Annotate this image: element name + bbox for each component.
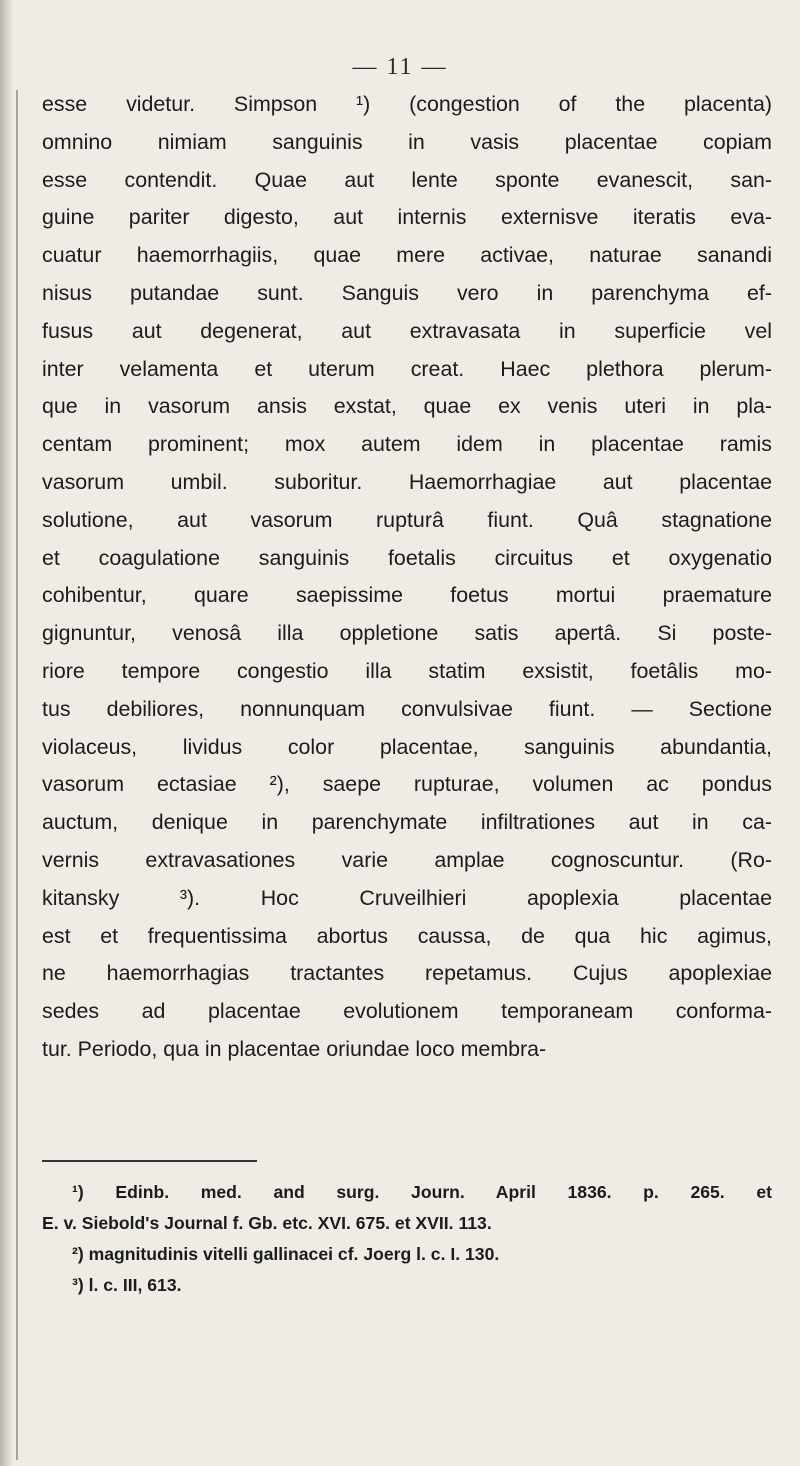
text-line: guine pariter digesto, aut internis externisve iteratis eva- [42,205,772,230]
text-line: violaceus, lividus color placentae, sanguinis abundantia, [42,734,772,759]
text-line: riore tempore congestio illa statim exsistit, foetâlis mo- [42,658,772,683]
text-line: esse contendit. Quae aut lente sponte evanescit, san- [42,167,772,192]
text-line: esse videtur. Simpson ¹) (congestion of the placenta) [42,92,772,116]
text-line: ne haemorrhagias tractantes repetamus. Cujus apoplexiae [42,961,772,986]
footnote-2: ²) magnitudinis vitelli gallinacei cf. Joerg l. c. I. 130. [72,1244,500,1264]
text-line: solutione, aut vasorum rupturâ fiunt. Quâ stagnatione [42,507,772,532]
text-line: sedes ad placentae evolutionem temporaneam conforma- [42,999,772,1024]
text-line: cuatur haemorrhagiis, quae mere activae, naturae sanandi [42,243,772,268]
footnote-1: ¹) Edinb. med. and surg. Journ. April 1836. p. 265. et [72,1182,772,1202]
text-line: fusus aut degenerat, aut extravasata in superficie vel [42,318,772,343]
text-line: gignuntur, venosâ illa oppletione satis apertâ. Si poste- [42,621,772,646]
binding-shadow-line [16,90,18,1460]
body-text [42,86,772,1069]
footnote-1-continuation: E. v. Siebold's Journal f. Gb. etc. XVI. 675. et XVII. 113. [42,1213,492,1233]
text-line: cohibentur, quare saepissime foetus mortui praemature [42,583,772,608]
page-number: — 11 — [352,54,448,80]
text-line: omnino nimiam sanguinis in vasis placentae copiam [42,129,772,154]
text-line: que in vasorum ansis exstat, quae ex venis uteri in pla- [42,394,772,419]
text-line: inter velamenta et uterum creat. Haec plethora plerum- [42,356,772,381]
text-line: tur. Periodo, qua in placentae oriundae loco membra- [42,1036,547,1061]
text-line: kitansky ³). Hoc Cruveilhieri apoplexia placentae [42,885,772,910]
text-line: vasorum umbil. suboritur. Haemorrhagiae aut placentae [42,469,772,494]
text-line: nisus putandae sunt. Sanguis vero in parenchyma ef- [42,280,772,305]
footnote-3: ³) l. c. III, 613. [72,1275,182,1295]
text-line: et coagulatione sanguinis foetalis circuitus et oxygenatio [42,545,772,570]
text-line: centam prominent; mox autem idem in placentae ramis [42,432,772,457]
footnotes [42,1177,772,1301]
text-line: vernis extravasationes varie amplae cognoscuntur. (Ro- [42,847,772,872]
footnote-rule [42,1160,257,1162]
text-line: vasorum ectasiae ²), saepe rupturae, volumen ac pondus [42,772,772,797]
binding-edge [0,0,14,1466]
text-line: auctum, denique in parenchymate infiltrationes aut in ca- [42,810,772,835]
text-line: est et frequentissima abortus caussa, de qua hic agimus, [42,923,772,948]
text-line: tus debiliores, nonnunquam convulsivae fiunt. — Sectione [42,696,772,721]
